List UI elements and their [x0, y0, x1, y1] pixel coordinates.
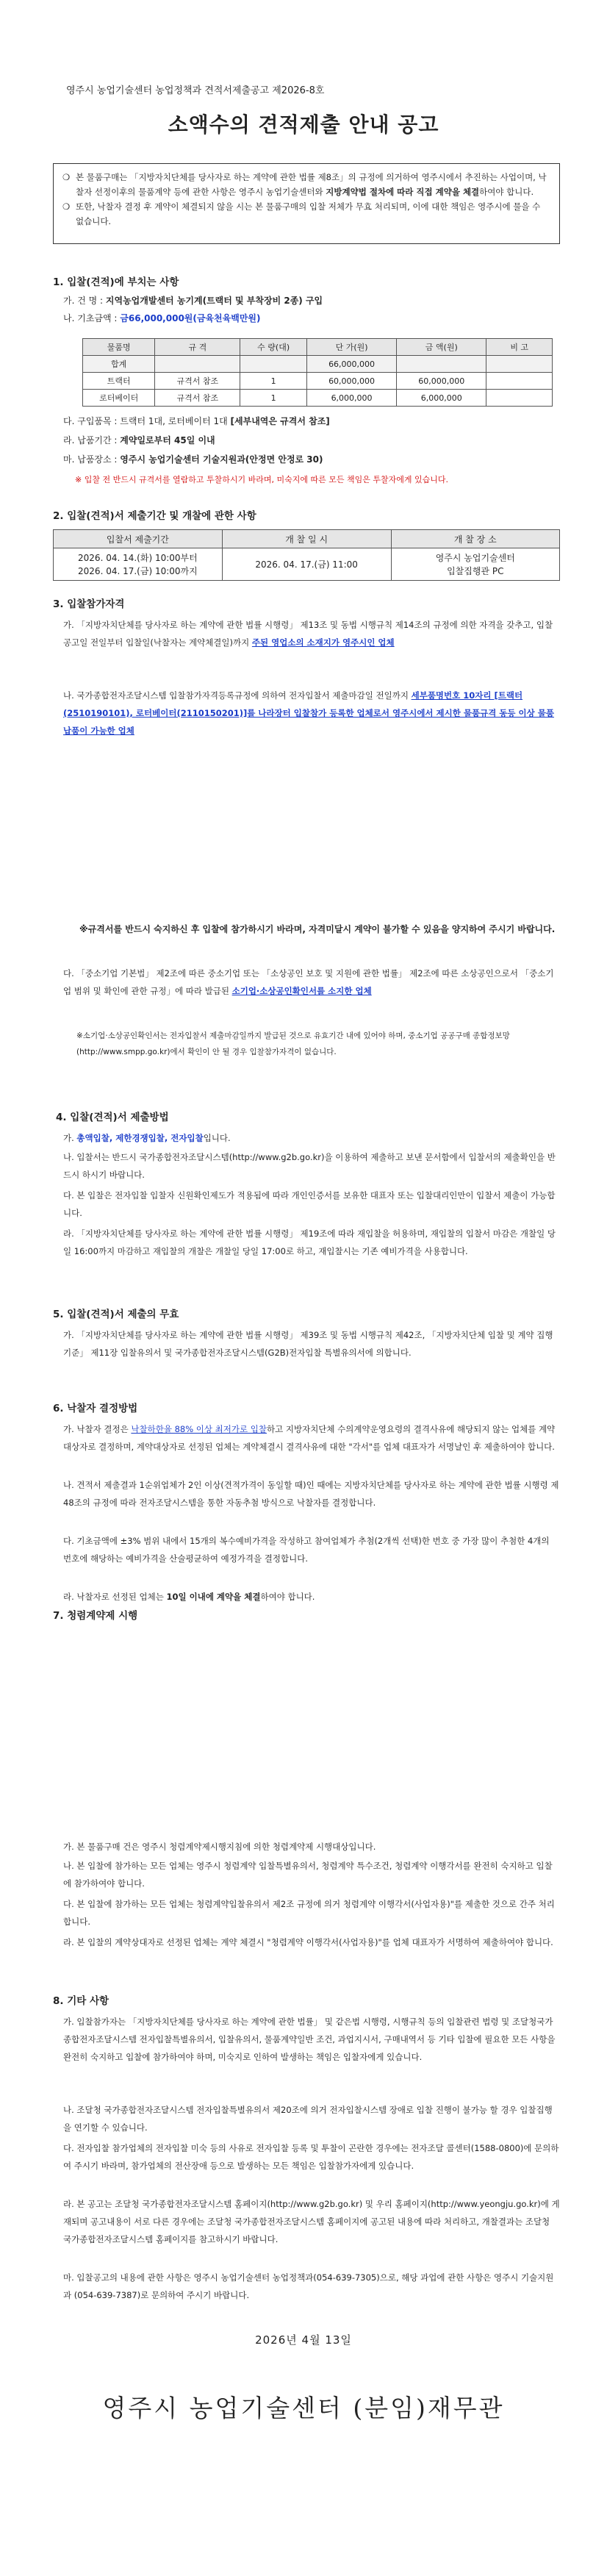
notice-date: 2026년 4월 13일 — [255, 2333, 352, 2347]
section-5-title: 5. 입찰(견적)서 제출의 무효 — [53, 1309, 179, 1320]
item-7-ga: 가. 본 물품구매 건은 영주시 청렴계약제시행지침에 의한 청렴계약제 시행대상입니다. — [63, 1842, 376, 1852]
item-1-ma: 마. 납품장소 : 영주시 농업기술센터 기술지원과(안정면 안정로 30) — [63, 454, 323, 465]
issuer-signature: 영주시 농업기술센터 (분임)재무관 — [102, 2394, 505, 2422]
table-row: 2026. 04. 14.(화) 10:00부터 2026. 04. 17.(금) 10:00까지 2026. 04. 17.(금) 11:00 영주시 농업기술센터 입찰집행관 PC — [54, 548, 560, 581]
section-7-title: 7. 청렴계약제 시행 — [53, 1610, 138, 1622]
item-1-da: 다. 구입품목 : 트랙터 1대, 로터베이터 1대 [세부내역은 규격서 참조] — [63, 416, 330, 426]
item-8-da: 다. 전자입찰 참가업체의 전자입찰 미숙 등의 사유로 전자입찰 등록 및 투찰이 곤란한 경우에는 전자조달 콜센터(1588-0800)에 문의하여 주시기 바라며, 참가업체의 전산장애 등으로 발생하는 모든 책임은 입찰참가자에게 있습니다. — [63, 2143, 559, 2171]
section-3-title: 3. 입찰참가자격 — [53, 598, 125, 610]
small-business-note: ※소기업·소상공인확인서는 전자입찰서 제출마감일까지 발급된 것으로 유효기간 내에 있어야 하며, 중소기업 공공구매 종합정보망(http://www.smpp.go.kr)에서 확인이 안 될 경우 입찰참가자격이 없습니다. — [76, 1031, 510, 1056]
item-3-ga: 가. 「지방자치단체를 당사자로 하는 계약에 관한 법률 시행령」 제13조 및 동법 시행규칙 제14조의 규정에 의한 자격을 갖추고, 입찰공고일 전일부터 입찰일(낙찰자는 계약체결일)까지 주된 영업소의 소재지가 영주시인 업체 — [63, 620, 553, 648]
item-4-na: 나. 입찰서는 반드시 국가종합전자조달시스템(http://www.g2b.go.kr)을 이용하여 제출하고 보낸 문서함에서 입찰서의 제출확인을 반드시 하시기 바랍니다. — [63, 1152, 556, 1180]
item-4-ra: 라. 「지방자치단체를 당사자로 하는 계약에 관한 법률 시행령」 제19조에 따라 재입찰을 허용하며, 재입찰의 입찰서 마감은 개찰일 당일 16:00까지 마감하고 재입찰의 개찰은 개찰일 당일 17:00로 하고, 재입찰시는 기존 예비가격을 사용합니다. — [63, 1228, 556, 1256]
item-3-da: 다. 「중소기업 기본법」 제2조에 따른 중소기업 또는 「소상공인 보호 및 지원에 관한 법률」 제2조에 따른 소상공인으로서 「중소기업 범위 및 확인에 관한 규정」에 따라 발급된 소기업·소상공인확인서를 소지한 업체 — [63, 968, 554, 996]
intro-emphasis: 지방계약법 절차에 따라 직접 계약을 체결 — [326, 187, 480, 197]
intro-line-2: ❍ 또한, 낙찰자 결정 후 계약이 체결되지 않을 시는 본 물품구매의 입찰 저체가 무효 처리되며, 이에 대한 책임은 영주시에 물을 수 없습니다. — [62, 199, 550, 229]
section-8-title: 8. 기타 사항 — [53, 1995, 109, 2007]
spec-warning: ※규격서를 반드시 숙지하신 후 입찰에 참가하시기 바라며, 자격미달시 계약이 불가할 수 있음을 양지하여 주시기 바랍니다. — [79, 924, 556, 934]
intro-line-1: ❍ 본 물품구매는 「지방자치단체를 당사자로 하는 계약에 관한 법률 제8조」의 규정에 의거하여 영주시에서 추진하는 사업이며, 낙찰자 선정이후의 물품계약 등에 관한 사항은 영주시 농업기술센터와 지방계약법 절차에 따라 직접 계약을 체결하여야 합니다. — [62, 170, 550, 199]
circle-bullet-icon: ❍ — [62, 172, 71, 182]
item-8-ra: 라. 본 공고는 조달청 국가종합전자조달시스템 홈페이지(http://www.g2b.go.kr) 및 우리 홈페이지(http://www.yeongju.go.kr)에 게재되며 공고내용이 서로 다른 경우에는 조달청 국가종합전자조달시스템 홈페이지에 공고된 내용에 따라 처리하고, 개찰결과는 조달청 국가종합전자조달시스템 홈페이지를 참고하시기 바랍니다. — [63, 2199, 560, 2244]
circle-bullet-icon: ❍ — [62, 201, 71, 212]
item-6-na: 나. 견적서 제출결과 1순위업체가 2인 이상(견적가격이 동일할 때)인 때에는 지방자치단체를 당사자로 하는 계약에 관한 법률 시행령 제48조의 규정에 따라 전자조달시스템을 통한 자동추첨 방식으로 낙찰자를 결정합니다. — [63, 1480, 559, 1508]
item-8-na: 나. 조달청 국가종합전자조달시스템 전자입찰특별유의서 제20조에 의거 전자입찰시스템 장애로 입찰 진행이 불가능 할 경우 입찰집행을 연기할 수 있습니다. — [63, 2105, 553, 2133]
item-7-ra: 라. 본 입찰의 계약상대자로 선정된 업체는 계약 체결시 "청렴계약 이행각서(사업자용)"를 업체 대표자가 서명하여 제출하여야 합니다. — [63, 1937, 553, 1947]
section-6-title: 6. 낙찰자 결정방법 — [53, 1403, 138, 1414]
section-1-title: 1. 입찰(견적)에 부치는 사항 — [53, 276, 179, 288]
intro-box — [53, 163, 560, 244]
item-1-na: 나. 기초금액 : 금66,000,000원(금육천육백만원) — [63, 313, 261, 323]
table-row: 트랙터 규격서 참조 1 60,000,000 60,000,000 — [83, 373, 553, 390]
item-4-da: 다. 본 입찰은 전자입찰 입찰자 신원확인제도가 적용됨에 따라 개인인증서를 보유한 대표자 또는 입찰대리인만이 입찰서 제출이 가능합니다. — [63, 1190, 556, 1218]
item-3-na: 나. 국가종합전자조달시스템 입찰참가자격등록규정에 의하여 전자입찰서 제출마감일 전일까지 세부품명번호 10자리 [트랙터(2510190101), 로터베이터(2110150201)]를 나라장터 입찰참가 등록한 업체로서 영주시에서 제시한 물품규격 동등 이상 물품 납품이 가능한 업체 — [63, 690, 554, 736]
item-6-ga: 가. 낙찰자 결정은 낙찰하한율 88% 이상 최저가로 입찰하고 지방자치단체 수의계약운영요령의 결격사유에 해당되지 않는 업체를 계약대상자로 결정하며, 계약대상자로 선정된 업체는 계약체결시 결격사유에 대한 "각서"를 업체 대표자가 서명날인 후 제출하여야 합니다. — [63, 1424, 556, 1452]
item-table: 물품명 규 격 수 량(대) 단 가(원) 금 액(원) 비 고 합계 66,000,000 트랙터 규격서 참조 1 60,000,000 60,000,000 로터베이터 규격서 참조 1 6,000,000 6,000,000 — [82, 338, 553, 407]
item-4-ga: 가. 총액입찰, 제한경쟁입찰, 전자입찰입니다. — [63, 1133, 231, 1143]
item-1-ga: 가. 건 명 : 지역농업개발센터 농기계(트랙터 및 부착장비 2종) 구입 — [63, 296, 323, 306]
item-8-ga: 가. 입찰참가자는 「지방자치단체를 당사자로 하는 계약에 관한 법률」 및 같은법 시행령, 시행규칙 등의 입찰관련 법령 및 조달청국가종합전자조달시스템 전자입찰특별유의서, 입찰유의서, 물품계약일반 조건, 과업지시서, 구매내역서 등 기타 입찰에 필요한 모든 사항을 완전히 숙지하고 입찰에 참가하여야 하며, 미숙지로 인하여 발생하는 책임은 입찰자에게 있습니다. — [63, 2017, 556, 2062]
item-5-ga: 가. 「지방자치단체를 당사자로 하는 계약에 관한 법률 시행령」 제39조 및 동법 시행규칙 제42조, 「지방자치단체 입찰 및 계약 집행기준」 제11장 입찰유의서 및 국가종합전자조달시스템(G2B)전자입찰 특별유의서에 의합니다. — [63, 1330, 553, 1358]
item-8-ma: 마. 입찰공고의 내용에 관한 사항은 영주시 농업기술센터 농업정책과(054-639-7305)으로, 해당 과업에 관한 사항은 영주시 기술지원과 (054-639-7387)로 문의하여 주시기 바랍니다. — [63, 2272, 554, 2300]
table-row: 로터베이터 규격서 참조 1 6,000,000 6,000,000 — [83, 390, 553, 407]
schedule-table: 입찰서 제출기간 개 찰 일 시 개 찰 장 소 2026. 04. 14.(화) 10:00부터 2026. 04. 17.(금) 10:00까지 2026. 04. 17.(금) 11:00 영주시 농업기술센터 입찰집행관 PC — [53, 529, 560, 581]
item-6-ra: 라. 낙찰자로 선정된 업체는 10일 이내에 계약을 체결하여야 합니다. — [63, 1592, 315, 1602]
item-7-na: 나. 본 입찰에 참가하는 모든 업체는 영주시 청렴계약 입찰특별유의서, 청렴계약 특수조건, 청렴계약 이행각서를 완전히 숙지하고 입찰에 참가하여야 합니다. — [63, 1861, 553, 1889]
item-6-da: 다. 기초금액에 ±3% 범위 내에서 15개의 복수예비가격을 작성하고 참여업체가 추첨(2개씩 선택)한 번호 중 가장 많이 추첨한 4개의 번호에 해당하는 예비가격을 산술평균하여 예정가격을 결정합니다. — [63, 1536, 550, 1564]
spec-note: ※ 입찰 전 반드시 규격서를 열람하고 투찰하시기 바라며, 미숙지에 따른 모든 책임은 투찰자에게 있습니다. — [75, 475, 448, 484]
page-title: 소액수의 견적제출 안내 공고 — [168, 112, 439, 137]
item-1-ra: 라. 납품기간 : 계약일로부터 45일 이내 — [63, 435, 215, 446]
item-7-da: 다. 본 입찰에 참가하는 모든 업체는 청렴계약입찰유의서 제2조 규정에 의거 청렴계약 이행각서(사업자용)"를 제출한 것으로 간주 처리합니다. — [63, 1899, 555, 1927]
section-2-title: 2. 입찰(견적)서 제출기간 및 개찰에 관한 사항 — [53, 510, 256, 522]
notice-number: 영주시 농업기술센터 농업정책과 견적서제출공고 제2026-8호 — [66, 85, 325, 96]
table-row: 합계 66,000,000 — [83, 356, 553, 373]
section-4-title: 4. 입찰(견적)서 제출방법 — [56, 1112, 169, 1123]
base-amount: 금66,000,000원(금육천육백만원) — [120, 313, 261, 323]
